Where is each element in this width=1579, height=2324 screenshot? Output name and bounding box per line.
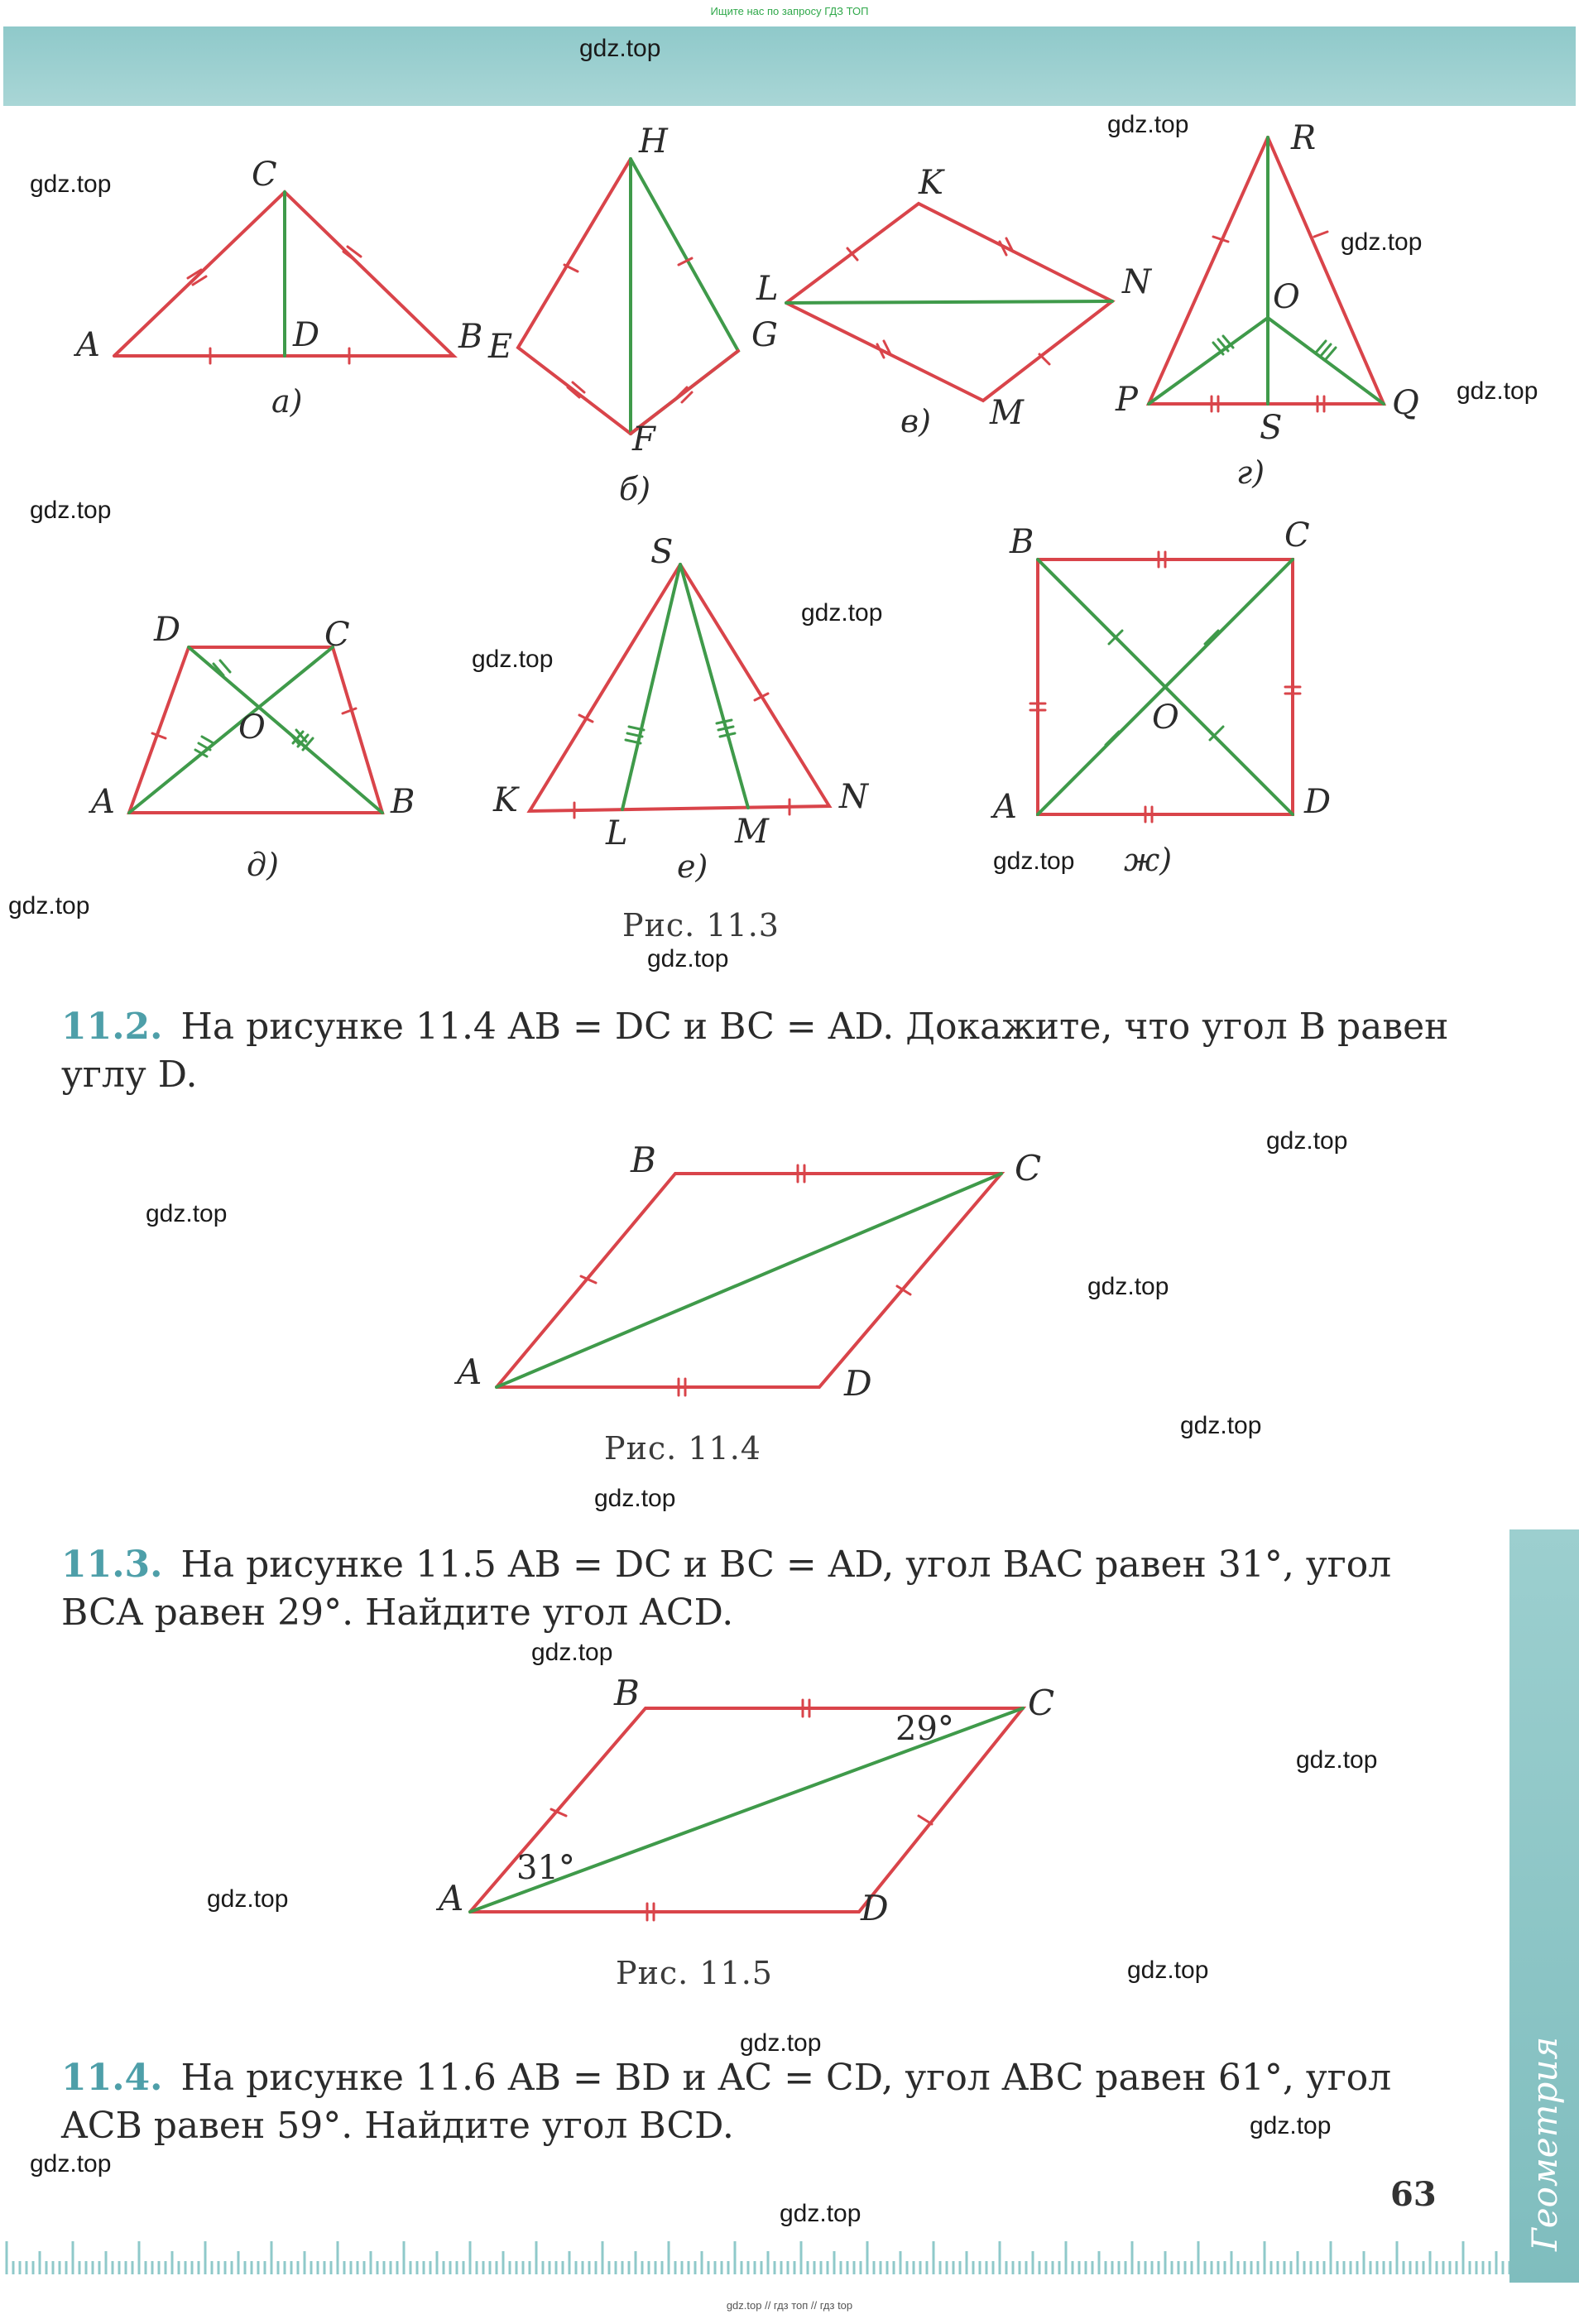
problem-number: 11.4.: [61, 2057, 163, 2099]
watermark: gdz.top: [30, 2150, 112, 2178]
side-tab-label: [1508, 2160, 1579, 2251]
watermark: gdz.top: [1296, 1746, 1378, 1774]
vertex-label: O: [1273, 278, 1300, 316]
vertex-label: E: [488, 328, 513, 366]
figure-tag: б): [619, 471, 651, 507]
figure-tag: ж): [1124, 842, 1173, 878]
watermark: gdz.top: [30, 170, 112, 198]
vertex-label: B: [458, 318, 483, 356]
vertex-label: C: [1284, 516, 1310, 555]
vertex-label: C: [1028, 1683, 1055, 1723]
vertex-label: B: [1010, 523, 1034, 561]
problem-text: На рисунке 11.5 AB = DC и BC = AD, угол BAC равен 31°, угол BCA равен 29°. Найдите угол ACD.: [61, 1544, 1392, 1634]
vertex-label: K: [919, 164, 943, 202]
problem-11-4: [61, 2054, 1452, 2150]
vertex-label: D: [293, 316, 320, 354]
vertex-label: N: [1122, 263, 1151, 301]
bottom-note: gdz.top // гдз топ // гдз top: [726, 2299, 853, 2312]
watermark: gdz.top: [1341, 228, 1423, 256]
watermark: gdz.top: [1250, 2112, 1332, 2139]
problem-text: На рисунке 11.4 AB = DC и BC = AD. Докажите, что угол B равен углу D.: [61, 1006, 1449, 1096]
figure-caption: Рис. 11.5: [616, 1955, 773, 1991]
figure-tag: д): [247, 847, 279, 883]
watermark: gdz.top: [30, 497, 112, 524]
vertex-label: S: [650, 533, 674, 571]
watermark: gdz.top: [1457, 377, 1538, 405]
watermark: gdz.top: [740, 2029, 822, 2057]
vertex-label: A: [91, 783, 115, 821]
vertex-label: C: [324, 616, 350, 654]
vertex-label: O: [238, 708, 266, 747]
page-number: 63: [1390, 2175, 1437, 2214]
vertex-label: K: [493, 781, 518, 819]
figure-tag: е): [677, 848, 708, 885]
vertex-label: B: [614, 1673, 640, 1713]
vertex-label: M: [735, 813, 769, 851]
vertex-label: S: [1260, 409, 1283, 447]
angle-label: 29°: [895, 1710, 954, 1748]
vertex-label: G: [751, 316, 778, 354]
vertex-label: N: [839, 778, 868, 816]
vertex-label: A: [457, 1352, 482, 1392]
ruler-decoration: [0, 2226, 1509, 2276]
watermark: gdz.top: [1107, 111, 1189, 138]
vertex-label: B: [391, 783, 415, 821]
vertex-label: D: [154, 611, 181, 649]
figure-tag: в): [900, 403, 931, 439]
vertex-label: A: [76, 326, 100, 364]
vertex-label: D: [844, 1363, 872, 1404]
watermark: gdz.top: [1180, 1412, 1262, 1439]
watermark: gdz.top: [647, 945, 729, 972]
watermark: gdz.top: [207, 1885, 289, 1913]
watermark: gdz.top: [1266, 1127, 1348, 1155]
figure-caption: Рис. 11.3: [622, 907, 780, 944]
top-note: Ищите нас по запросу ГДЗ ТОП: [710, 5, 869, 17]
vertex-label: D: [861, 1888, 889, 1928]
figure-caption: Рис. 11.4: [604, 1430, 761, 1467]
vertex-label: A: [439, 1878, 464, 1918]
watermark: gdz.top: [8, 892, 90, 920]
problem-number: 11.3.: [61, 1544, 163, 1586]
vertex-label: R: [1291, 119, 1317, 157]
watermark: gdz.top: [579, 35, 661, 62]
vertex-label: Q: [1392, 384, 1419, 422]
problem-text: На рисунке 11.6 AB = BD и AC = CD, угол ABC равен 61°, угол ACB равен 59°. Найдите угол BCD.: [61, 2057, 1392, 2147]
vertex-label: L: [606, 814, 628, 852]
watermark: gdz.top: [1127, 1957, 1209, 1984]
vertex-label: B: [631, 1140, 656, 1180]
vertex-label: D: [1304, 783, 1332, 821]
watermark: gdz.top: [531, 1639, 613, 1666]
watermark: gdz.top: [1087, 1273, 1169, 1300]
watermark: gdz.top: [472, 646, 554, 673]
vertex-label: A: [993, 788, 1017, 826]
vertex-label: P: [1116, 381, 1138, 419]
vertex-label: M: [990, 394, 1024, 432]
vertex-label: H: [639, 122, 668, 161]
vertex-label: F: [632, 420, 655, 459]
vertex-label: C: [1015, 1148, 1042, 1188]
vertex-label: C: [252, 156, 277, 194]
watermark: gdz.top: [801, 599, 883, 627]
watermark: gdz.top: [780, 2200, 861, 2227]
figure-tag: а): [271, 383, 303, 420]
vertex-label: L: [756, 270, 779, 308]
watermark: gdz.top: [594, 1485, 676, 1512]
watermark: gdz.top: [993, 847, 1075, 875]
angle-label: 31°: [516, 1849, 575, 1887]
watermark: gdz.top: [146, 1200, 228, 1227]
problem-number: 11.2.: [61, 1006, 163, 1048]
figure-tag: г): [1236, 454, 1265, 491]
vertex-label: O: [1152, 699, 1179, 737]
